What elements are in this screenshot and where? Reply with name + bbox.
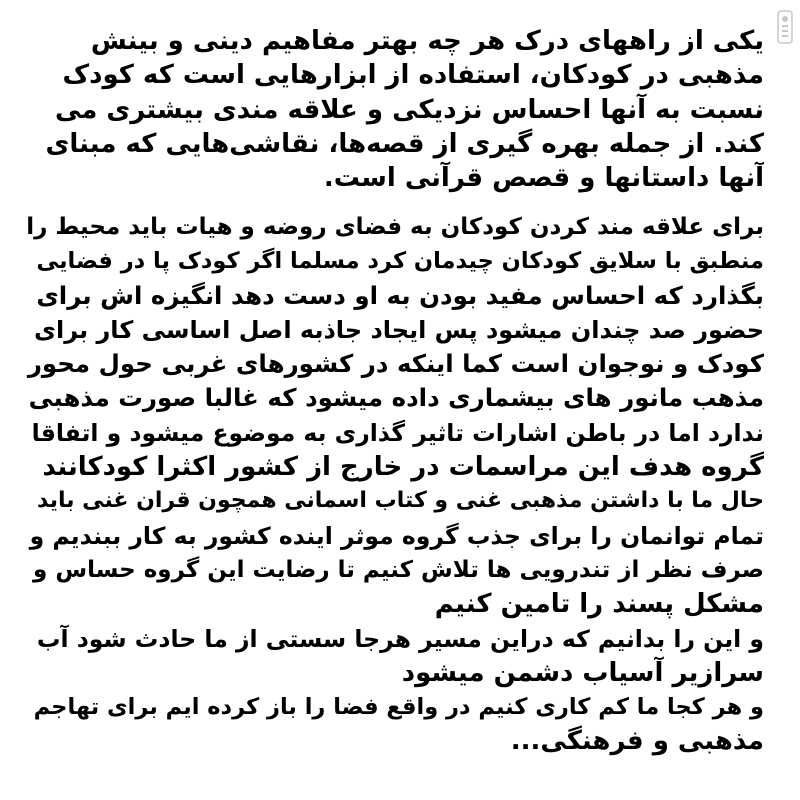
text-line: یکی از راههای درک هر چه بهتر مفاهیم دینی و بینش <box>90 26 764 56</box>
text-line: تمام توانمان را برای جذب گروه موثر اینده کشور به کار ببندیم و <box>29 521 764 550</box>
text-line: مذهبی و فرهنگی... <box>510 726 764 757</box>
text-line: صرف نظر از تندرویی ها تلاش کنیم تا رضایت این گروه حساس و <box>33 556 764 583</box>
text-line: مذهبی در کودکان، استفاده از ابزارهایی است که کودک <box>62 60 764 91</box>
text-line: کند. از جمله بهره گیری از قصه‌ها، نقاشی‌هایی که مبنای <box>45 128 764 159</box>
text-line: برای علاقه مند کردن کودکان به فضای روضه و هیات باید محیط را <box>26 214 764 240</box>
text-line: سرازیر آسیاب دشمن میشود <box>401 657 764 688</box>
text-line: نسبت به آنها احساس نزدیکی و علاقه مندی بیشتری می <box>54 94 764 125</box>
text-line: و هر کجا ما کم کاری کنیم در واقع فضا را باز کرده ایم برای تهاجم <box>33 694 764 721</box>
text-line: حضور صد چندان میشود پس ایجاد جاذبه اصل اساسی کار برای <box>33 315 764 344</box>
paragraph-body <box>26 210 764 759</box>
text-line: گروه هدف این مراسمات در خارج از کشور اکثرا کودکانند <box>42 452 764 483</box>
text-line: منطبق با سلایق کودکان چیدمان کرد مسلما اگر کودک پا در فضایی <box>36 248 764 275</box>
text-line: و این را بدانیم که دراین مسیر هرجا سستی از ما حادث شود آب <box>36 624 764 653</box>
paragraph-intro <box>26 24 764 195</box>
text-line: آنها داستانها و قصص قرآنی است. <box>323 163 764 194</box>
text-line: مشکل پسند را تامین کنیم <box>434 589 764 620</box>
text-line: ندارد اما در باطن اشارات تاثیر گذاری به موضوع میشود و اتفاقا <box>31 418 764 447</box>
text-line: بگذارد که احساس مفید بودن به او دست دهد انگیزه اش برای <box>36 280 764 310</box>
text-line: مذهب مانور های بیشماری داده میشود که غالبا صورت مذهبی <box>28 383 764 413</box>
text-line: حال ما با داشتن مذهبی غنی و کتاب اسمانی همچون قران غنی باید <box>37 488 764 514</box>
watermark-logo-icon <box>774 8 796 46</box>
text-line: کودک و نوجوان است کما اینکه در کشورهای غربی حول محور <box>27 349 764 379</box>
